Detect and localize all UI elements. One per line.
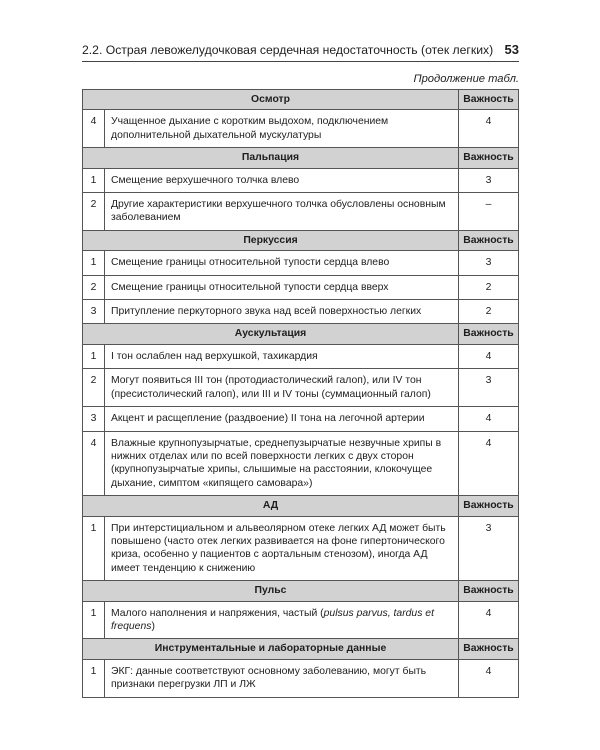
table-row (83, 168, 519, 192)
table-row (83, 193, 519, 231)
importance-header: Важность (459, 90, 519, 110)
importance-header: Важность (459, 324, 519, 344)
row-text-after: ) (151, 620, 155, 632)
row-number: 4 (83, 110, 105, 148)
row-text: ЭКГ: данные соответствуют основному заболеванию, могут быть признаки перегрузки ЛП и ЛЖ (105, 659, 459, 697)
row-importance: – (459, 193, 519, 231)
page-number: 53 (504, 42, 519, 57)
chapter-title: 2.2. Острая левожелудочковая сердечная недостаточность (отек легких) (82, 43, 494, 57)
row-importance: 4 (459, 431, 519, 496)
row-importance: 4 (459, 344, 519, 368)
table-row (83, 251, 519, 275)
row-text: Акцент и расщепление (раздвоение) II тона на легочной артерии (105, 407, 459, 431)
section-header-ad (83, 496, 519, 516)
row-importance: 4 (459, 110, 519, 148)
table-row (83, 344, 519, 368)
row-text (105, 601, 459, 639)
table-row (83, 431, 519, 496)
section-title: Аускультация (83, 324, 459, 344)
row-text-before: Малого наполнения и напряжения, частый ( (111, 607, 324, 619)
row-text-latin: pulsus parvus, tardus et frequens (111, 607, 434, 632)
importance-header: Важность (459, 639, 519, 659)
row-text: Смещение границы относительной тупости сердца вверх (105, 275, 459, 299)
running-header (82, 42, 519, 62)
section-header-auskultatsiya (83, 324, 519, 344)
row-number: 1 (83, 168, 105, 192)
row-number: 2 (83, 275, 105, 299)
row-text: I тон ослаблен над верхушкой, тахикардия (105, 344, 459, 368)
importance-header: Важность (459, 496, 519, 516)
row-importance: 4 (459, 601, 519, 639)
row-number: 1 (83, 516, 105, 581)
row-number: 1 (83, 251, 105, 275)
row-number: 1 (83, 659, 105, 697)
importance-header: Важность (459, 230, 519, 250)
importance-header: Важность (459, 581, 519, 601)
row-importance: 2 (459, 275, 519, 299)
table-row (83, 659, 519, 697)
row-number: 2 (83, 193, 105, 231)
row-text: Смещение верхушечного толчка влево (105, 168, 459, 192)
section-header-perkussiya (83, 230, 519, 250)
section-title: Пальпация (83, 148, 459, 168)
table-row (83, 516, 519, 581)
section-title: Перкуссия (83, 230, 459, 250)
criteria-table (82, 89, 519, 698)
section-header-osmotr (83, 90, 519, 110)
table-row (83, 601, 519, 639)
table-row (83, 407, 519, 431)
row-number: 2 (83, 369, 105, 407)
row-number: 3 (83, 407, 105, 431)
row-text: Могут появиться III тон (протодиастолический галоп), или IV тон (пресистолический галоп), или III и IV тоны (суммационный галоп) (105, 369, 459, 407)
row-number: 1 (83, 344, 105, 368)
row-importance: 4 (459, 407, 519, 431)
row-text: Учащенное дыхание с коротким выдохом, подключением дополнительной дыхательной мускулатуры (105, 110, 459, 148)
section-header-palpatsiya (83, 148, 519, 168)
section-header-puls (83, 581, 519, 601)
row-number: 4 (83, 431, 105, 496)
section-title: АД (83, 496, 459, 516)
section-title: Инструментальные и лабораторные данные (83, 639, 459, 659)
row-importance: 3 (459, 369, 519, 407)
section-title: Осмотр (83, 90, 459, 110)
row-importance: 3 (459, 516, 519, 581)
row-number: 1 (83, 601, 105, 639)
table-row (83, 369, 519, 407)
row-importance: 3 (459, 168, 519, 192)
row-text: Смещение границы относительной тупости сердца влево (105, 251, 459, 275)
row-importance: 2 (459, 300, 519, 324)
section-title: Пульс (83, 581, 459, 601)
row-text: Влажные крупнопузырчатые, среднепузырчатые незвучные хрипы в нижних отделах или по всей поверхности легких с двух сторон (крупнопузырчатые хрипы, слышимые на расстоянии, клокочущее дыхание, симптом «кипящего самовара») (105, 431, 459, 496)
table-continued-note: Продолжение табл. (413, 73, 519, 85)
row-text: При интерстициальном и альвеолярном отеке легких АД может быть повышено (часто отек легких развивается на фоне гипертонического криза, особенно у пациентов с аортальным стенозом), иногда АД имеет тенденцию к снижению (105, 516, 459, 581)
row-text: Притупление перкуторного звука над всей поверхностью легких (105, 300, 459, 324)
row-number: 3 (83, 300, 105, 324)
row-text: Другие характеристики верхушечного толчка обусловлены основным заболеванием (105, 193, 459, 231)
table-row (83, 275, 519, 299)
table-row (83, 110, 519, 148)
row-importance: 4 (459, 659, 519, 697)
section-header-instrumental (83, 639, 519, 659)
importance-header: Важность (459, 148, 519, 168)
table-row (83, 300, 519, 324)
row-importance: 3 (459, 251, 519, 275)
